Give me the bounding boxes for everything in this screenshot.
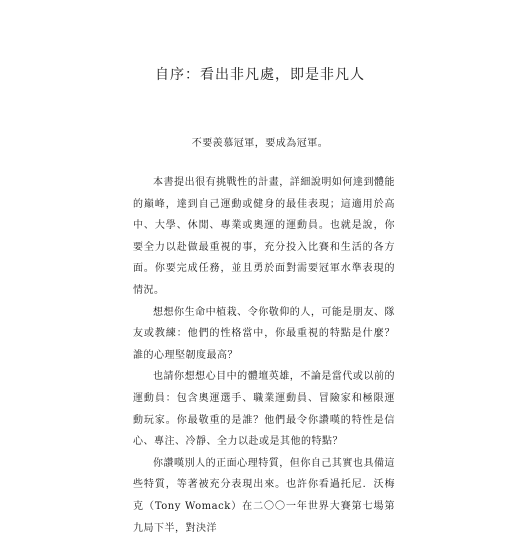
epigraph: 不要羨慕冠軍，要成為冠軍。 (191, 138, 329, 149)
page-title: 自序：看出非凡處，即是非凡人 (155, 67, 365, 83)
paragraph: 本書提出很有挑戰性的計畫，詳細說明如何達到體能的巔峰，達到自己運動或健身的最佳表現；這適用於高中、大學、休閒、專業或奧運的運動員。也就是說，你要全力以赴做最重視的事，充分投入比賽和生活的各方面。你要完成任務，並且勇於面對需要冠軍水準表現的情況。 (133, 177, 395, 296)
paragraph: 也請你想想心目中的體壇英雄，不論是當代或以前的運動員：包含奧運選手、職業運動員、冒險家和極限運動玩家。你最敬重的是誰？他們最令你讚嘆的特性是信心、專注、冷靜、全力以赴或是其他的特點？ (133, 371, 395, 448)
paragraph: 想想你生命中植栽、令你敬仰的人，可能是朋友、隊友或教練：他們的性格當中，你最重視的特點是什麼？誰的心理堅韌度最高？ (133, 306, 395, 361)
paragraph: 你讚嘆別人的正面心理特質，但你自己其實也具備這些特質，等著被充分表現出來。也許你看過托尼．沃梅克（Tony Womack）在二〇〇一年世界大賽第七場第九局下半，對決洋 (133, 457, 395, 534)
body-text (133, 172, 395, 539)
